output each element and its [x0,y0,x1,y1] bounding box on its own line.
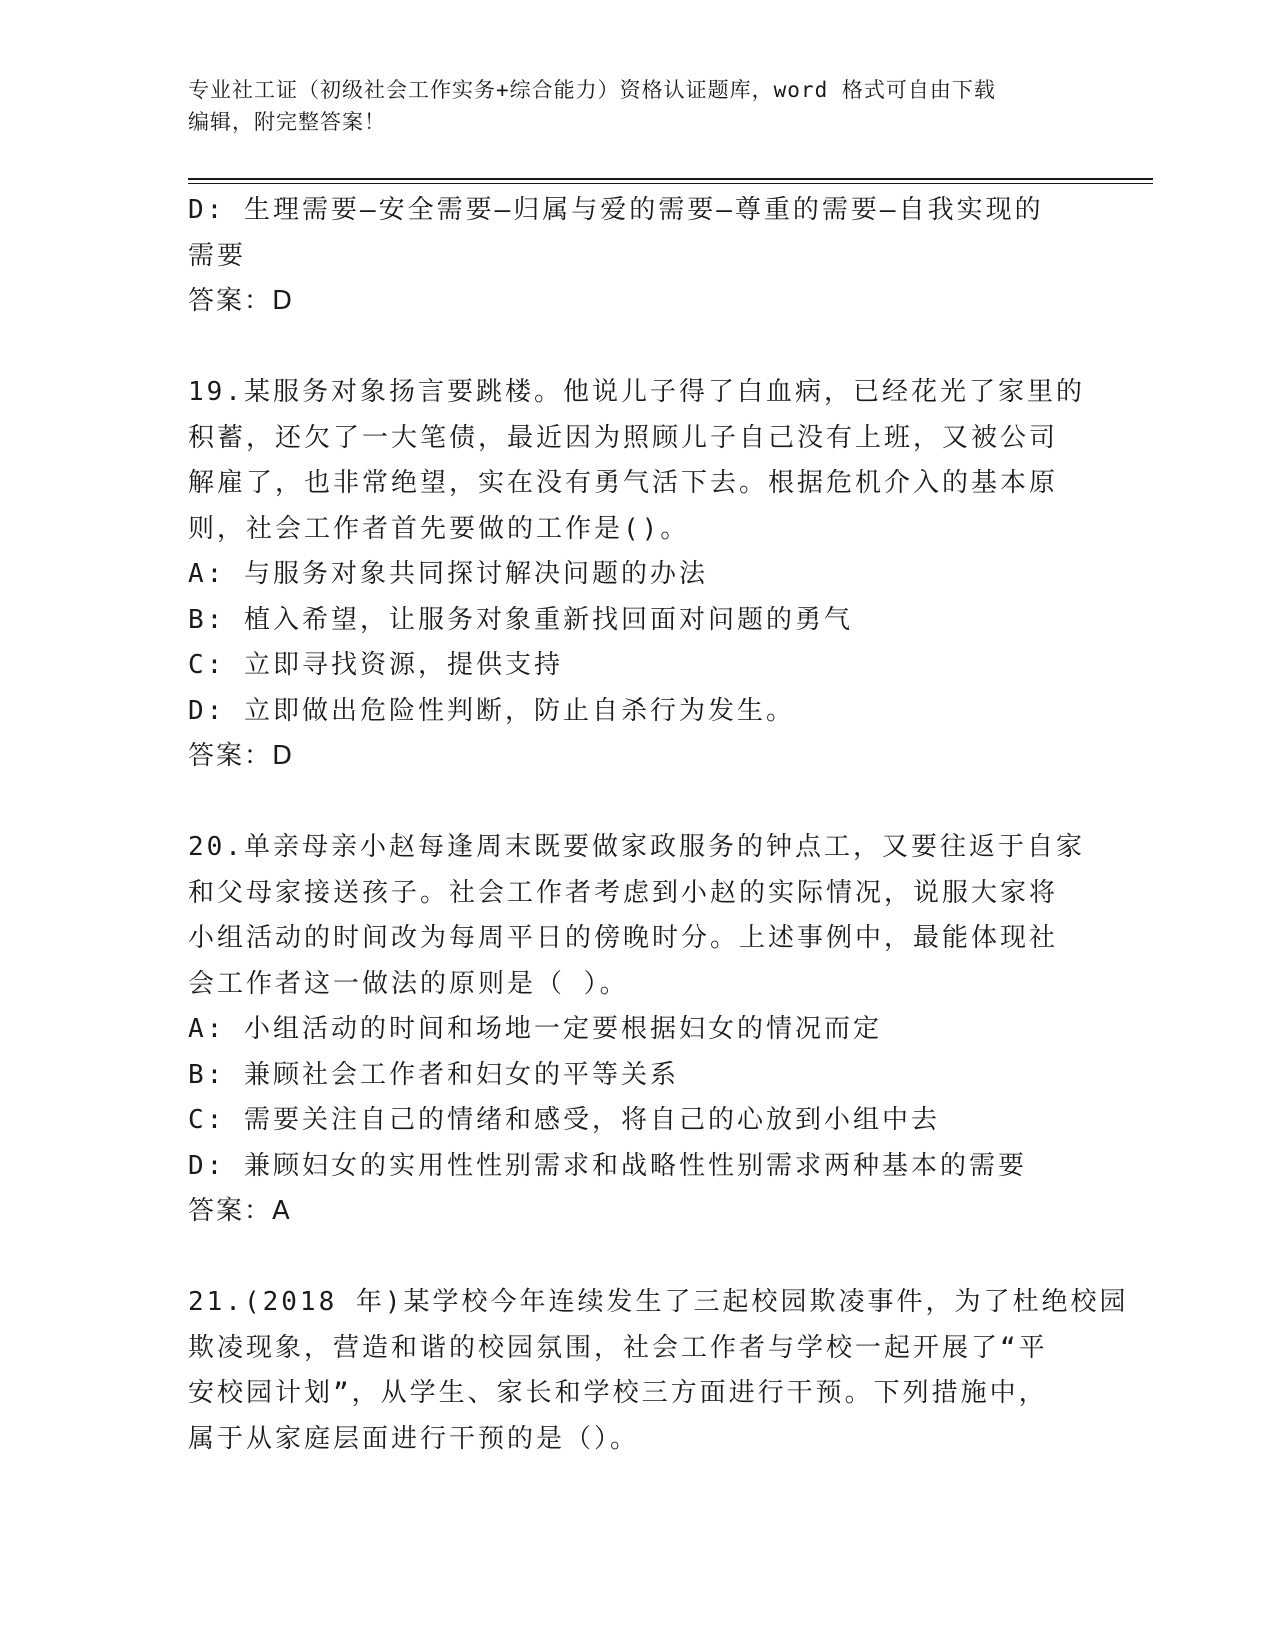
question-stem-line: 则，社会工作者首先要做的工作是()。 [188,513,690,544]
answer-line: 答案：D [188,741,295,771]
header-line-1: 专业社工证（初级社会工作实务+综合能力）资格认证题库，word 格式可自由下载 [188,78,996,102]
answer-line: 答案：A [188,1196,292,1226]
question-stem-line: 小组活动的时间改为每周平日的傍晚时分。上述事例中，最能体现社 [188,923,1059,953]
spacer [188,1235,1088,1281]
spacer [188,325,1088,371]
option-d: D: 立即做出危险性判断，防止自杀行为发生。 [188,695,795,726]
question-stem-line: 欺凌现象，营造和谐的校园氛围，社会工作者与学校一起开展了“平 [188,1332,1048,1363]
spacer [188,780,1088,826]
question-19 [188,370,1088,780]
question-stem-line: 属于从家庭层面进行干预的是（）。 [188,1423,640,1454]
option-d-continued: 需要 [188,240,247,271]
header-line-2: 编辑，附完整答案！ [188,110,386,134]
header-rule-thick [188,178,1153,180]
option-a: A: 小组活动的时间和场地一定要根据妇女的情况而定 [188,1014,882,1044]
question-stem-line: 19.某服务对象扬言要跳楼。他说儿子得了白血病，已经花光了家里的 [188,377,1085,407]
option-b: B: 兼顾社会工作者和妇女的平等关系 [188,1059,679,1090]
question-stem-line: 解雇了，也非常绝望，实在没有勇气活下去。根据危机介入的基本原 [188,468,1059,498]
option-c: C: 需要关注自己的情绪和感受，将自己的心放到小组中去 [188,1105,940,1135]
question-stem-line: 安校园计划”，从学生、家长和学校三方面进行干预。下列措施中， [188,1378,1048,1408]
question-stem-line: 积蓄，还欠了一大笔债，最近因为照顾儿子自己没有上班，又被公司 [188,422,1059,453]
header-rule-thin [188,183,1153,184]
question-stem-line: 20.单亲母亲小赵每逢周末既要做家政服务的钟点工，又要往返于自家 [188,832,1085,862]
option-c: C: 立即寻找资源，提供支持 [188,650,563,680]
question-content [188,188,1129,1462]
question-stem-line: 21.(2018 年)某学校今年连续发生了三起校园欺凌事件，为了杜绝校园 [188,1287,1129,1317]
page-header [188,74,1088,138]
option-d: D: 兼顾妇女的实用性性别需求和战略性性别需求两种基本的需要 [188,1150,1027,1181]
question-21 [188,1280,1129,1462]
question-stem-line: 和父母家接送孩子。社会工作者考虑到小赵的实际情况，说服大家将 [188,877,1059,908]
answer-line: 答案：D [188,286,295,316]
question-stem-line: 会工作者这一做法的原则是（ ）。 [188,968,629,999]
option-b: B: 植入希望，让服务对象重新找回面对问题的勇气 [188,604,853,635]
option-d: D: 生理需要—安全需要—归属与爱的需要—尊重的需要—自我实现的 [188,195,1044,225]
option-a: A: 与服务对象共同探讨解决问题的办法 [188,559,708,589]
question-20 [188,825,1088,1235]
previous-question-tail [188,188,1088,325]
